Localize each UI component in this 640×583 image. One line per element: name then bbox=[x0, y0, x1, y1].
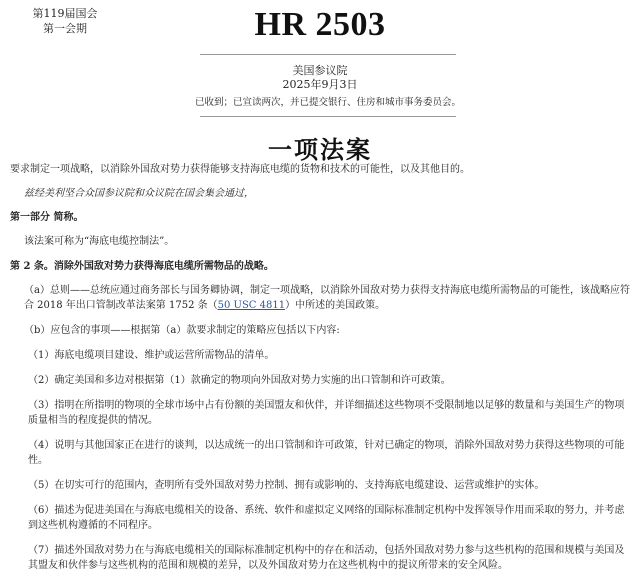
section1-text: 该法案可称为“海底电缆控制法”。 bbox=[24, 236, 175, 247]
header-divider-lower bbox=[200, 116, 456, 117]
list-item: （2）确定美国和多边对根据第（1）款确定的物项向外国敌对势力实施的出口管制和许可政策。 bbox=[28, 375, 451, 386]
list-item: （4）说明与其他国家正在进行的谈判，以达成统一的出口管制和许可政策，针对已确定的物项，消除外国敌对势力获得这些物项的可能性。 bbox=[28, 440, 625, 466]
section2-subsection-b: （b）应包含的事项——根据第（a）款要求制定的策略应包括以下内容: bbox=[24, 325, 340, 336]
received-note: 已收到；已宣读两次，并已提交银行、住房和城市事务委员会。 bbox=[195, 97, 462, 108]
bill-body bbox=[10, 162, 630, 583]
chamber-block bbox=[0, 64, 640, 92]
list-item: （7）描述外国敌对势力在与海底电缆相关的国际标准制定机构中的存在和活动，包括外国敌对势力参与这些机构的范围和规模与美国及其盟友和伙伴参与这些机构的范围和规模的差异，以及外国敌对势力在这些机构中的提议所带来的安全风险。 bbox=[28, 545, 625, 571]
chamber-name: 美国参议院 bbox=[292, 64, 348, 77]
list-item: （1）海底电缆项目建设、维护或运营所需物品的清单。 bbox=[28, 350, 275, 361]
section2-subsection-a bbox=[10, 283, 630, 313]
list-item: （3）指明在所指明的物项的全球市场中占有份额的美国盟友和伙伴，并详细描述这些物项不受限制地以足够的数量和与美国生产的物项质量相当的程度提供的情况。 bbox=[28, 400, 625, 426]
usc-citation-link[interactable]: 50 USC 4811 bbox=[217, 300, 286, 311]
act-title: 一项法案 bbox=[268, 135, 372, 164]
subsection-a-tail: ）中所述的美国政策。 bbox=[285, 300, 386, 311]
section2-heading: 第 2 条。消除外国敌对势力获得海底电缆所需物品的战略。 bbox=[10, 261, 274, 272]
enacting-clause: 兹经美利坚合众国参议院和众议院在国会集会通过， bbox=[24, 188, 254, 199]
bill-date: 2025年9月3日 bbox=[282, 78, 358, 91]
header-divider bbox=[200, 54, 456, 55]
bill-number: HR 2503 bbox=[254, 6, 386, 43]
section1-heading: 第一部分 简称。 bbox=[10, 212, 84, 223]
purpose-statement: 要求制定一项战略，以消除外国敌对势力获得能够支持海底电缆的货物和技术的可能性，以及其他目的。 bbox=[10, 164, 470, 175]
subsection-a-text: （a）总则——总统应通过商务部长与国务卿协调，制定一项战略，以消除外国敌对势力获得支持海底电缆所需物品的可能性，该战略应符合 2018 年出口管制改革法案第 1752 条（ bbox=[24, 285, 630, 311]
list-item: （5）在切实可行的范围内，查明所有受外国敌对势力控制、拥有或影响的、支持海底电缆建设、运营或维护的实体。 bbox=[28, 480, 545, 491]
congress-number: 第119届国会 bbox=[32, 7, 98, 20]
session-label: 第一会期 bbox=[43, 22, 87, 35]
list-item: （6）描述为促进美国在与海底电缆相关的设备、系统、软件和虚拟定义网络的国际标准制定机构中发挥领导作用而采取的努力，并考虑到这些机构遵循的不同程序。 bbox=[28, 505, 625, 531]
